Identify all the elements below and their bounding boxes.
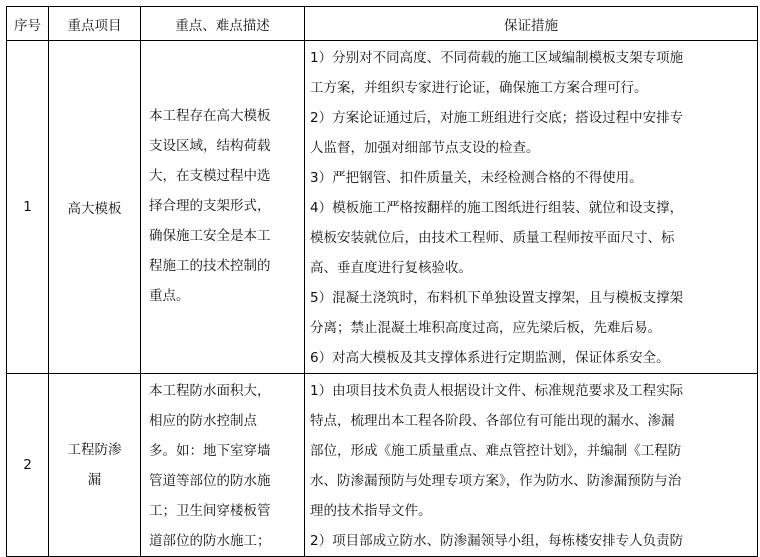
description-line: 工；卫生间穿楼板管 <box>149 503 271 519</box>
measure-line: 特点，梳理出本工程各阶段、各部位有可能出现的漏水、渗漏 <box>310 413 675 429</box>
description-line: 支设区域，结构荷载 <box>149 138 271 154</box>
row-key-item <box>49 374 141 557</box>
measure-line: 部位，形成《施工质量重点、难点管控计划》，并编制《工程防 <box>310 443 682 459</box>
table-row <box>7 374 758 557</box>
description-line: 择合理的支架形式， <box>149 198 271 214</box>
description-line: 确保施工安全是本工 <box>149 228 271 244</box>
key-item-line: 漏 <box>87 472 102 488</box>
row-serial-number: 2 <box>7 374 49 557</box>
header-row <box>7 7 758 41</box>
description-line: 大，在支模过程中选 <box>149 168 271 184</box>
measure-line: 4）模板施工严格按翻样的施工图纸进行组装、就位和设支撑， <box>310 200 684 216</box>
measure-line: 水、防渗漏预防与处理专项方案》，作为防水、防渗漏预防与治 <box>310 473 682 489</box>
header-difficulty-description: 重点、难点描述 <box>141 7 305 41</box>
measure-line: 2）方案论证通过后，对施工班组进行交底；搭设过程中安排专 <box>310 110 684 126</box>
measure-line: 理的技术指导文件。 <box>310 503 432 519</box>
row-key-item: 高大模板 <box>49 41 141 374</box>
key-item-line: 工程防渗 <box>67 442 122 458</box>
measure-line: 分离；禁止混凝土堆积高度过高，应先梁后板，先难后易。 <box>310 320 661 336</box>
measure-line: 1）分别对不同高度、不同荷载的施工区域编制模板支架专项施 <box>310 50 684 66</box>
measure-line: 高、垂直度进行复核验收。 <box>310 260 472 276</box>
key-points-table <box>6 6 758 557</box>
measure-line: 5）混凝土浇筑时，布料机下单独设置支撑架，且与模板支撑架 <box>310 290 684 306</box>
row-measures <box>305 41 758 374</box>
description-line: 重点。 <box>149 288 190 304</box>
description-line: 本工程存在高大模板 <box>149 108 271 124</box>
header-guarantee-measures: 保证措施 <box>305 7 758 41</box>
description-line: 相应的防水控制点 <box>149 413 257 429</box>
row-description <box>141 41 305 374</box>
measure-line: 人监督，加强对细部节点支设的检查。 <box>310 140 540 156</box>
measure-line: 6）对高大模板及其支撑体系进行定期监测，保证体系安全。 <box>310 350 670 366</box>
measure-line: 工方案，并组织专家进行论证，确保施工方案合理可行。 <box>310 80 648 96</box>
description-line: 程施工的技术控制的 <box>149 258 271 274</box>
header-serial-number: 序号 <box>7 7 49 41</box>
measure-line: 3）严把钢管、扣件质量关，未经检测合格的不得使用。 <box>310 170 643 186</box>
table-row <box>7 41 758 374</box>
row-serial-number: 1 <box>7 41 49 374</box>
row-measures <box>305 374 758 557</box>
description-line: 多。如：地下室穿墙 <box>149 443 271 459</box>
header-key-item: 重点项目 <box>49 7 141 41</box>
row-description <box>141 374 305 557</box>
measure-line: 模板安装就位后，由技术工程师、质量工程师按平面尺寸、标 <box>310 230 675 246</box>
document-sheet <box>6 6 757 549</box>
description-line: 管道等部位的防水施 <box>149 473 271 489</box>
measure-line: 1）由项目技术负责人根据设计文件、标准规范要求及工程实际 <box>310 383 684 399</box>
description-line: 道部位的防水施工； <box>149 533 271 549</box>
description-line: 本工程防水面积大， <box>149 383 271 399</box>
measure-line: 2）项目部成立防水、防渗漏领导小组，每栋楼安排专人负责防 <box>310 533 684 549</box>
